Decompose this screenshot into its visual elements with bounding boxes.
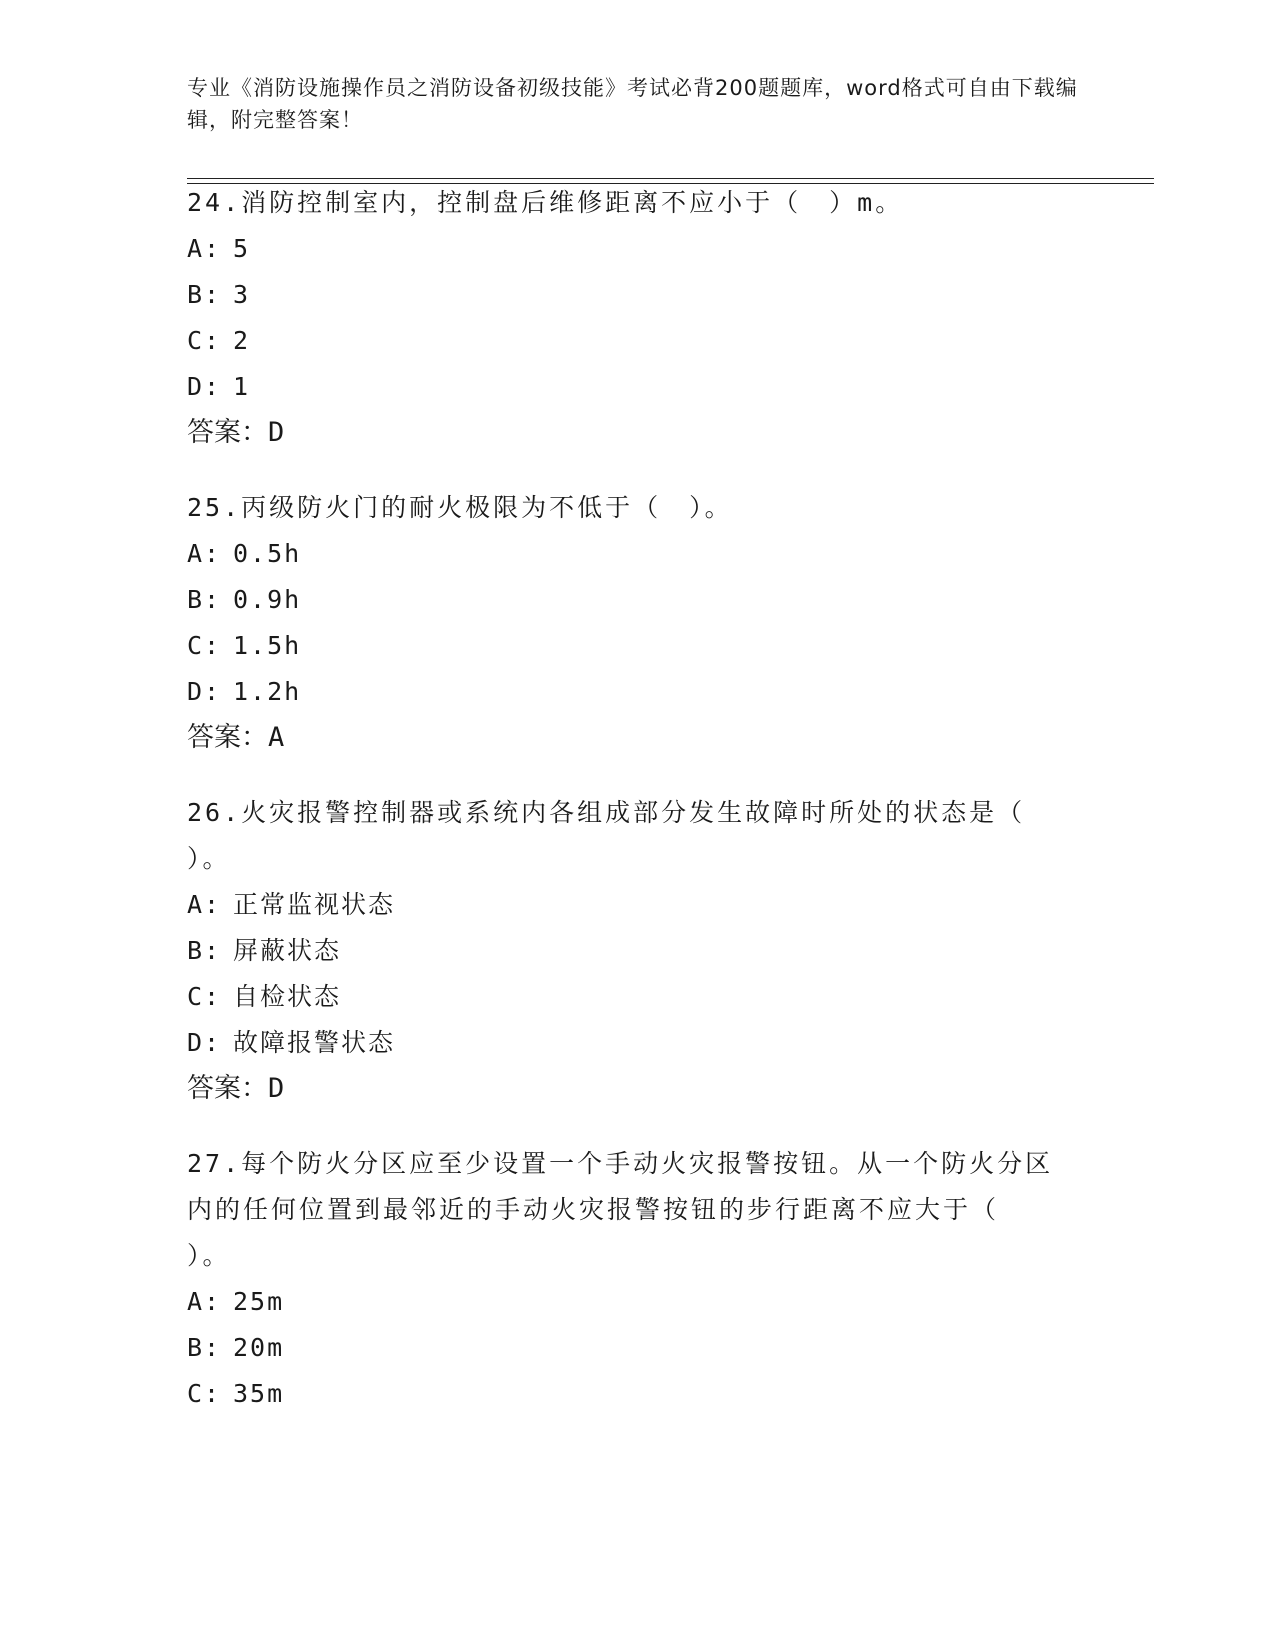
option-text: 正常监视状态 — [233, 890, 396, 919]
option-text: 20m — [233, 1333, 285, 1362]
option-letter: C: — [187, 1379, 222, 1408]
option-c — [187, 1371, 1087, 1417]
option-text: 0.9h — [233, 585, 302, 614]
option-b — [187, 272, 1087, 318]
answer-label: 答案： — [187, 722, 268, 753]
option-letter: B: — [187, 280, 222, 309]
answer-value: D — [268, 1073, 285, 1104]
question-26 — [187, 790, 1087, 1112]
question-24 — [187, 180, 1087, 456]
option-text: 2 — [233, 326, 251, 355]
option-d — [187, 669, 1087, 715]
option-d — [187, 364, 1087, 410]
question-27 — [187, 1141, 1087, 1417]
question-stem: 25.丙级防火门的耐火极限为不低于（ ）。 — [187, 493, 733, 522]
option-letter: A: — [187, 234, 222, 263]
option-letter: B: — [187, 585, 222, 614]
header-text: 专业《消防设施操作员之消防设备初级技能》考试必背200题题库，word格式可自由下载编辑，附完整答案！ — [187, 76, 1078, 132]
option-letter: D: — [187, 1028, 222, 1057]
option-letter: C: — [187, 982, 222, 1011]
option-text: 屏蔽状态 — [233, 936, 342, 965]
question-stem-line: 26.火灾报警控制器或系统内各组成部分发生故障时所处的状态是（ — [187, 798, 1026, 827]
option-text: 0.5h — [233, 539, 302, 568]
answer-value: A — [268, 722, 285, 753]
option-text: 35m — [233, 1379, 285, 1408]
question-25 — [187, 485, 1087, 761]
option-text: 自检状态 — [233, 982, 342, 1011]
option-letter: B: — [187, 1333, 222, 1362]
option-c — [187, 974, 1087, 1020]
answer-label: 答案： — [187, 417, 268, 448]
option-text: 故障报警状态 — [233, 1028, 396, 1057]
option-text: 3 — [233, 280, 251, 309]
option-b — [187, 1325, 1087, 1371]
document-header — [187, 72, 1087, 136]
answer-line — [187, 715, 1087, 761]
option-text: 25m — [233, 1287, 285, 1316]
option-letter: A: — [187, 539, 222, 568]
option-text: 1 — [233, 372, 251, 401]
question-stem-line: ）。 — [187, 844, 231, 873]
question-stem: 24.消防控制室内，控制盘后维修距离不应小于（ ）m。 — [187, 188, 904, 217]
answer-value: D — [268, 417, 285, 448]
option-d — [187, 1020, 1087, 1066]
option-letter: C: — [187, 326, 222, 355]
option-a — [187, 1279, 1087, 1325]
answer-label: 答案： — [187, 1073, 268, 1104]
header-rule-top — [187, 178, 1154, 179]
option-letter: A: — [187, 1287, 222, 1316]
option-letter: C: — [187, 631, 222, 660]
option-a — [187, 531, 1087, 577]
option-letter: B: — [187, 936, 222, 965]
option-a — [187, 226, 1087, 272]
answer-line — [187, 1066, 1087, 1112]
option-text: 1.2h — [233, 677, 302, 706]
option-letter: D: — [187, 372, 222, 401]
answer-line — [187, 410, 1087, 456]
option-letter: A: — [187, 890, 222, 919]
option-text: 5 — [233, 234, 251, 263]
option-b — [187, 928, 1087, 974]
option-c — [187, 623, 1087, 669]
option-a — [187, 882, 1087, 928]
option-text: 1.5h — [233, 631, 302, 660]
option-c — [187, 318, 1087, 364]
question-stem-line: 内的任何位置到最邻近的手动火灾报警按钮的步行距离不应大于（ — [187, 1195, 1000, 1224]
question-stem-line: 27.每个防火分区应至少设置一个手动火灾报警按钮。从一个防火分区 — [187, 1149, 1054, 1178]
option-b — [187, 577, 1087, 623]
option-letter: D: — [187, 677, 222, 706]
question-stem-line: ）。 — [187, 1241, 231, 1270]
